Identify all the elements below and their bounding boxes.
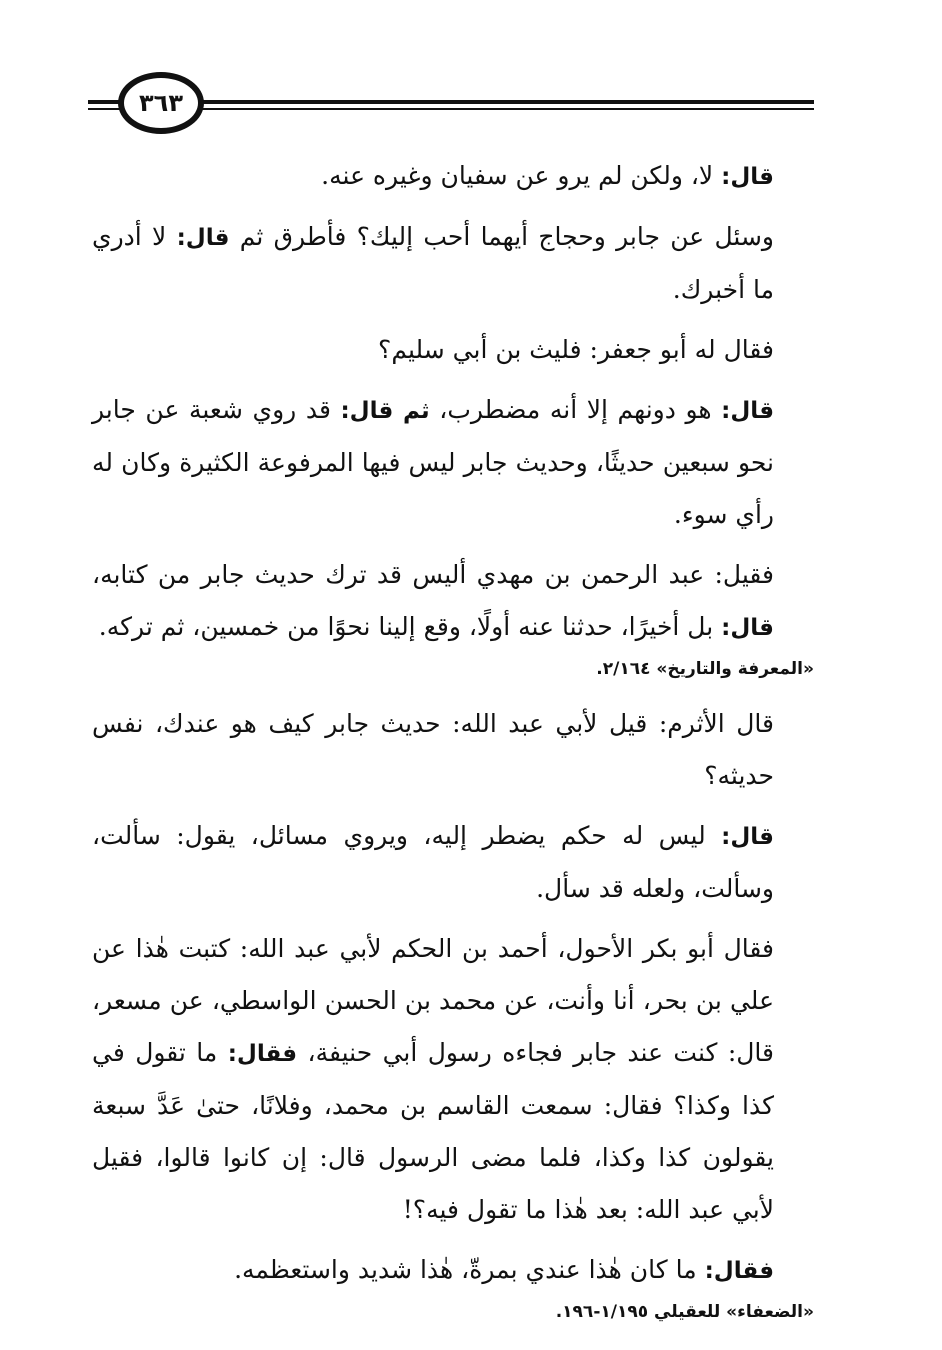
paragraph-1: [92, 150, 814, 203]
paragraph-text: وسئل عن جابر وحجاج أيهما أحب إليك؟ فأطرق ثم: [229, 222, 775, 251]
speaker-label: قال:: [721, 824, 774, 850]
paragraph-text: لا أدري ما أخبرك.: [92, 222, 774, 304]
paragraph-6: [92, 698, 814, 802]
paragraph-text: ليس له حكم يضطر إليه، ويروي مسائل، يقول: سألت، وسألت، ولعله قد سأل.: [92, 821, 774, 903]
page-body: [92, 150, 814, 1341]
paragraph-8: [92, 923, 814, 1236]
paragraph-text: فقال أبو بكر الأحول، أحمد بن الحكم لأبي عبد الله: كتبت هٰذا عن علي بن بحر، أنا وأنت، عن محمد بن الحسن الواسطي، عن مسعر، قال: كنت عند جابر فجاءه رسول أبي حنيفة،: [92, 934, 774, 1067]
speaker-label: فقال:: [227, 1041, 298, 1067]
source-reference: «المعرفة والتاريخ» ٢/١٦٤.: [596, 659, 814, 679]
speaker-label: ثم قال:: [340, 398, 430, 424]
paragraph-text: قال الأثرم: قيل لأبي عبد الله: حديث جابر كيف هو عندك، نفس حديثه؟: [92, 709, 774, 790]
paragraph-text: لا، ولكن لم يرو عن سفيان وغيره عنه.: [321, 161, 722, 190]
paragraph-3: [92, 324, 814, 376]
page-header: [88, 72, 814, 136]
paragraph-9: [92, 1244, 814, 1297]
paragraph-text: فقال له أبو جعفر: فليث بن أبي سليم؟: [378, 335, 774, 364]
source-reference: «الضعفاء» للعقيلي ١/١٩٥-١٩٦.: [555, 1302, 814, 1322]
paragraph-text: ما كان هٰذا عندي بمرةّ، هٰذا شديد واستعظمه.: [234, 1255, 705, 1284]
speaker-label: فقال:: [704, 1258, 774, 1284]
paragraph-text: ما تقول في كذا وكذا؟ فقال: سمعت القاسم بن محمد، وفلانًا، حتىٰ عَدَّ سبعة يقولون كذا وكذا، فلما مضى الرسول قال: إن كانوا قالوا، فقيل لأبي عبد الله: بعد هٰذا ما تقول فيه؟!: [92, 1038, 774, 1224]
speaker-label: قال:: [721, 615, 774, 641]
paragraph-text: بل أخيرًا، حدثنا عنه أولًا، وقع إلينا نحوًا من خمسين، ثم تركه.: [98, 612, 722, 641]
page-number-badge: [118, 72, 204, 134]
paragraph-text: قد روي شعبة عن جابر نحو سبعين حديثًا، وحديث جابر ليس فيها المرفوعة الكثيرة وكان له رأي سوء.: [92, 395, 774, 529]
speaker-label: قال:: [721, 398, 775, 424]
paragraph-4: [92, 384, 814, 541]
paragraph-5: [92, 549, 814, 654]
speaker-label: قال:: [176, 225, 230, 251]
page-number: ٣٦٣: [139, 89, 183, 117]
paragraph-text: فقيل: عبد الرحمن بن مهدي أليس قد ترك حديث جابر من كتابه،: [92, 560, 774, 589]
paragraph-text: هو دونهم إلا أنه مضطرب،: [429, 395, 722, 424]
speaker-label: قال:: [721, 164, 774, 190]
paragraph-7: [92, 810, 814, 915]
paragraph-2: [92, 211, 814, 316]
